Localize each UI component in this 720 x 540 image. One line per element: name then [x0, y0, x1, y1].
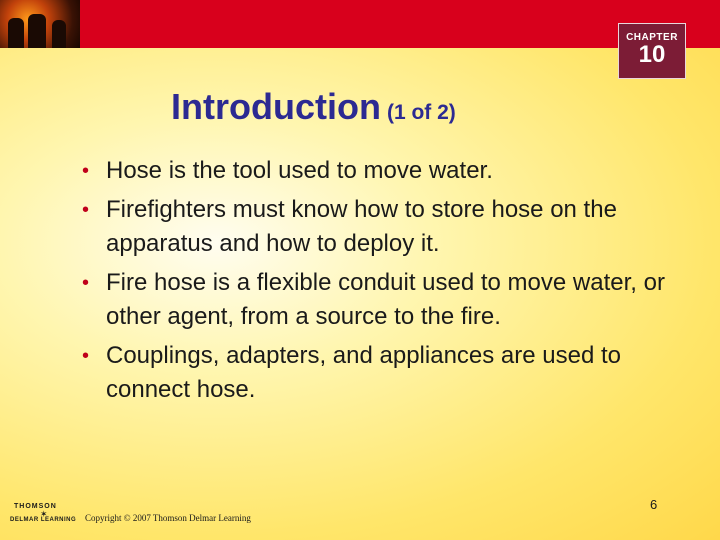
bullet-text: Fire hose is a flexible conduit used to move water, or other agent, from a source to the fire.	[106, 269, 665, 330]
chapter-badge	[618, 23, 686, 79]
thomson-logo	[10, 503, 82, 527]
bullet-item	[82, 193, 692, 261]
chapter-label: CHAPTER	[626, 32, 678, 43]
bullet-item	[82, 339, 692, 407]
bullet-dot-icon: •	[82, 345, 90, 367]
header-band	[0, 0, 720, 48]
bullet-item	[82, 154, 692, 188]
chapter-number: 10	[638, 41, 666, 68]
bullet-text: Firefighters must know how to store hose on the apparatus and how to deploy it.	[106, 196, 617, 257]
bullet-dot-icon: •	[82, 160, 90, 182]
bullet-text: Hose is the tool used to move water.	[106, 157, 493, 184]
page-number: 6	[650, 497, 658, 512]
copyright-notice: Copyright © 2007 Thomson Delmar Learning	[85, 513, 251, 523]
firefighter-photo	[0, 0, 80, 48]
bullet-list	[82, 154, 692, 412]
slide-title	[171, 86, 456, 128]
bullet-dot-icon: •	[82, 272, 90, 294]
title-suffix: (1 of 2)	[386, 101, 456, 124]
bullet-text: Couplings, adapters, and appliances are used to connect hose.	[106, 342, 622, 403]
logo-text-top: THOMSON	[14, 503, 57, 510]
bullet-item	[82, 266, 692, 334]
logo-text-bottom: DELMAR LEARNING	[10, 517, 77, 523]
title-text: Introduction	[171, 86, 381, 127]
thomson-star-icon: ✶	[40, 509, 48, 519]
bullet-dot-icon: •	[82, 199, 90, 221]
